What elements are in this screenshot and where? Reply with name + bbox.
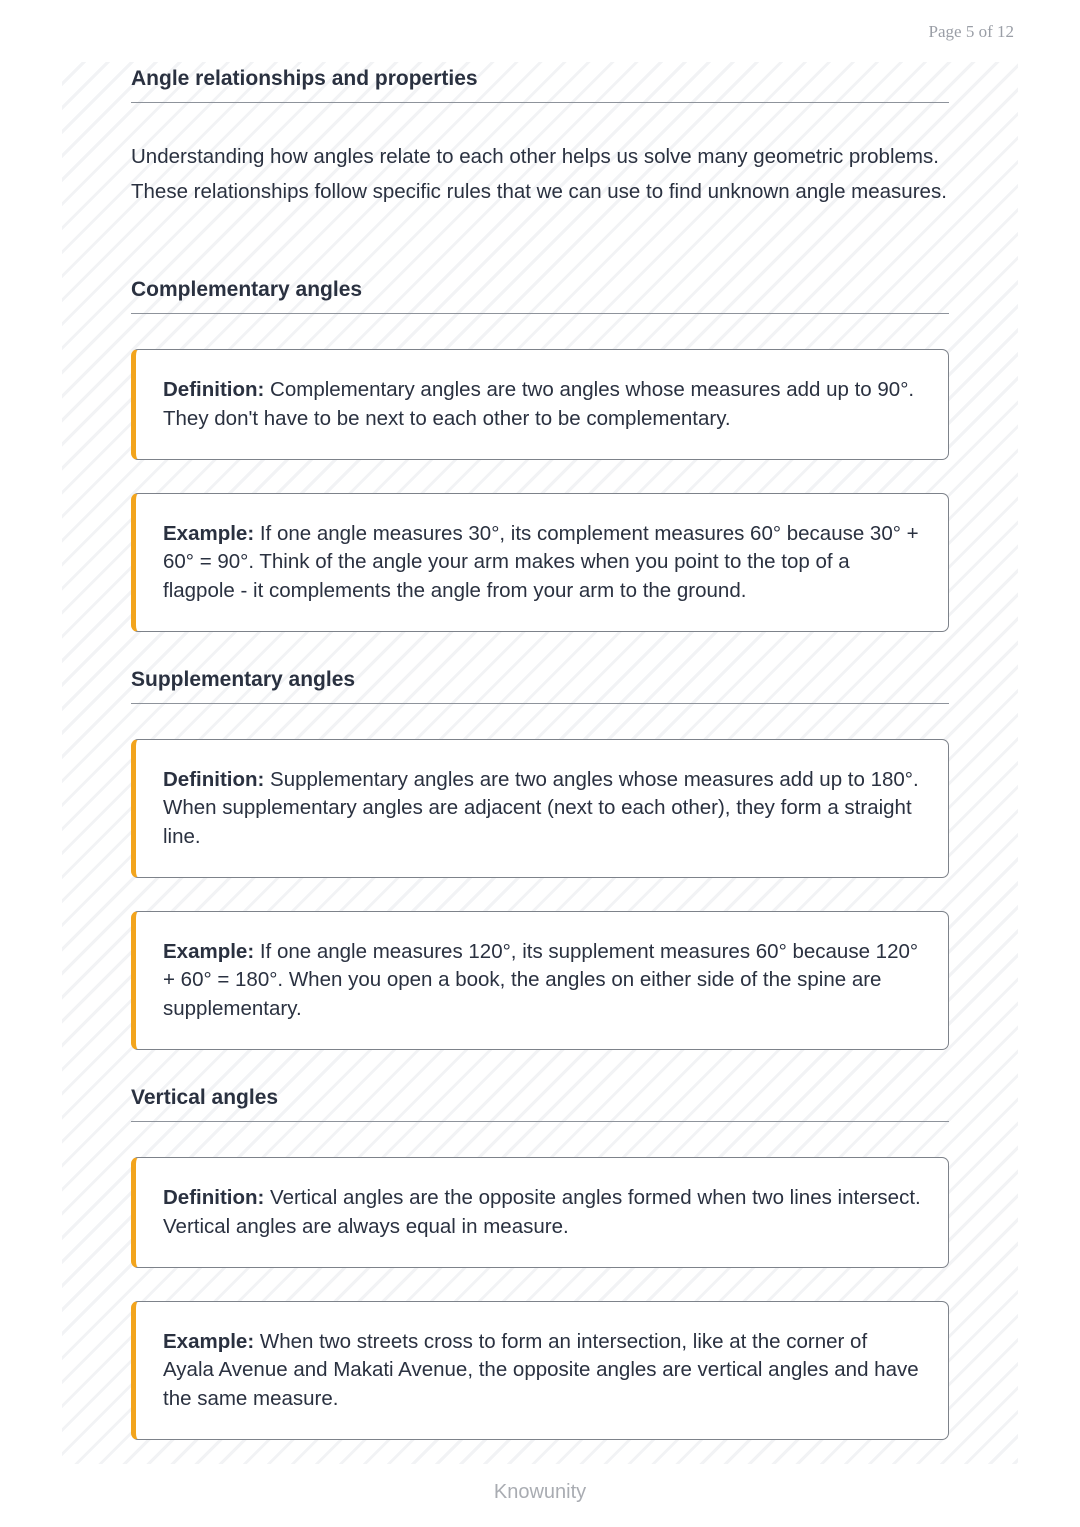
definition-label: Definition: [163,1186,265,1209]
example-label: Example: [163,939,255,963]
example-card-complementary [131,493,949,632]
definition-text [163,766,922,852]
example-text [163,1328,922,1414]
page-title: Angle relationships and properties [131,67,949,103]
definition-body: Supplementary angles are two angles whose measures add up to 180°. When supplementary angles are adjacent (next to each other), they form a straight line. [163,767,919,848]
definition-text [163,376,922,433]
example-card-supplementary [131,911,949,1050]
section-heading-vertical: Vertical angles [131,1086,949,1122]
definition-body: Complementary angles are two angles whose measures add up to 90°. They don't have to be next to each other to be complementary. [163,378,915,430]
definition-card-supplementary [131,739,949,878]
example-card-vertical [131,1301,949,1440]
example-text [163,520,922,606]
section-heading-complementary: Complementary angles [131,278,949,314]
example-label: Example: [163,521,255,545]
example-body: If one angle measures 30°, its complement measures 60° because 30° + 60° = 90°. Think of the angle your arm makes when you point to the top of a flagpole - it complements the angle from your arm to the ground. [163,521,919,602]
example-text [163,938,922,1024]
definition-card-complementary [131,349,949,460]
example-label: Example: [163,1329,255,1353]
definition-card-vertical [131,1157,949,1268]
definition-label: Definition: [163,378,265,401]
page-number: Page 5 of 12 [928,22,1014,41]
footer-brand: Knowunity [493,1481,587,1503]
example-body: If one angle measures 120°, its supplement measures 60° because 120° + 60° = 180°. When you open a book, the angles on either side of the spine are supplementary. [163,939,919,1020]
section-heading-supplementary: Supplementary angles [131,668,949,704]
definition-body: Vertical angles are the opposite angles formed when two lines intersect. Vertical angles are always equal in measure. [163,1186,921,1238]
definition-text [163,1184,922,1241]
definition-label: Definition: [163,767,265,791]
example-body: When two streets cross to form an intersection, like at the corner of Ayala Avenue and Makati Avenue, the opposite angles are vertical angles and have the same measure. [163,1329,919,1410]
intro-paragraph: Understanding how angles relate to each other helps us solve many geometric problems. These relationships follow specific rules that we can use to find unknown angle measures. [131,145,947,203]
